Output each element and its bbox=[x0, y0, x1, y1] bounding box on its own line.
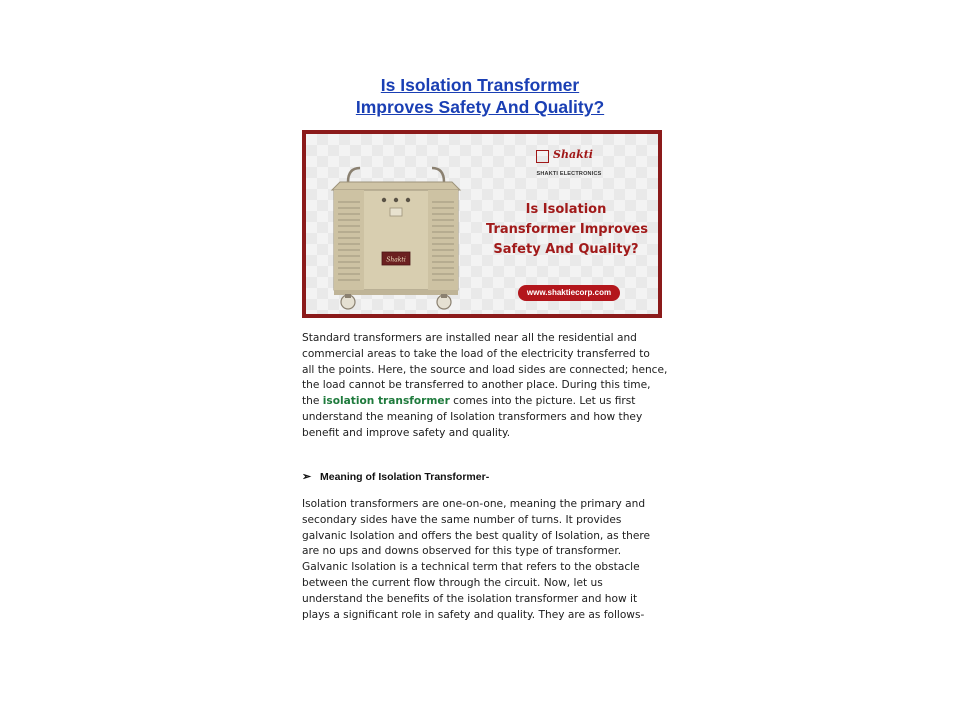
arrow-bullet-icon: ➢ bbox=[302, 471, 312, 483]
banner-heading-line: Safety And Quality? bbox=[493, 242, 639, 257]
section-heading-text: Meaning of Isolation Transformer- bbox=[320, 471, 490, 483]
logo-mark-icon bbox=[536, 150, 549, 163]
text-line: galvanic Isolation and offers the best quality of Isolation, as there bbox=[302, 529, 651, 542]
text-line: the load cannot be transferred to another place. During this time, bbox=[302, 379, 651, 392]
banner-background bbox=[306, 134, 658, 314]
text-line: understand the benefits of the isolation transformer and how it bbox=[302, 592, 638, 605]
text-fragment: the bbox=[302, 395, 323, 408]
transformer-illustration bbox=[326, 164, 466, 314]
text-line: secondary sides have the same number of turns. It provides bbox=[302, 513, 622, 526]
banner-url-badge: www.shaktiecorp.com bbox=[518, 285, 620, 301]
text-line: between the current flow through the circuit. Now, let us bbox=[302, 576, 603, 589]
intro-paragraph bbox=[302, 331, 672, 442]
text-line: understand the meaning of Isolation transformers and how they bbox=[302, 410, 643, 423]
text-line: Isolation transformers are one-on-one, meaning the primary and bbox=[302, 498, 646, 510]
title-line: Improves Safety And Quality? bbox=[355, 97, 605, 117]
meaning-paragraph bbox=[302, 497, 672, 623]
banner-heading-line: Transformer Improves bbox=[486, 222, 648, 237]
text-line: all the points. Here, the source and load sides are connected; hence, bbox=[302, 363, 668, 376]
banner-heading bbox=[486, 200, 646, 260]
section-heading bbox=[302, 470, 489, 486]
page-title bbox=[280, 74, 680, 118]
logo-wordmark: Shakti bbox=[553, 148, 593, 161]
text-line bbox=[302, 394, 672, 410]
title-line: Is Isolation Transformer bbox=[380, 75, 580, 95]
banner-image bbox=[302, 130, 662, 318]
text-line: Galvanic Isolation is a technical term that refers to the obstacle bbox=[302, 561, 640, 574]
isolation-transformer-link[interactable]: isolation transformer bbox=[322, 395, 450, 408]
text-line: commercial areas to take the load of the electricity transferred to bbox=[302, 347, 650, 360]
logo-subtitle: SHAKTI ELECTRONICS bbox=[536, 171, 602, 177]
text-line: plays a significant role in safety and quality. They are as follows- bbox=[302, 608, 645, 621]
svg-text:Shakti: Shakti bbox=[386, 256, 406, 264]
text-line: Standard transformers are installed near all the residential and bbox=[302, 332, 637, 344]
text-line: are no ups and downs observed for this type of transformer. bbox=[302, 545, 622, 558]
text-line: benefit and improve safety and quality. bbox=[302, 426, 511, 439]
banner-heading-line: Is Isolation bbox=[525, 202, 607, 217]
text-fragment: comes into the picture. Let us first bbox=[449, 395, 636, 408]
